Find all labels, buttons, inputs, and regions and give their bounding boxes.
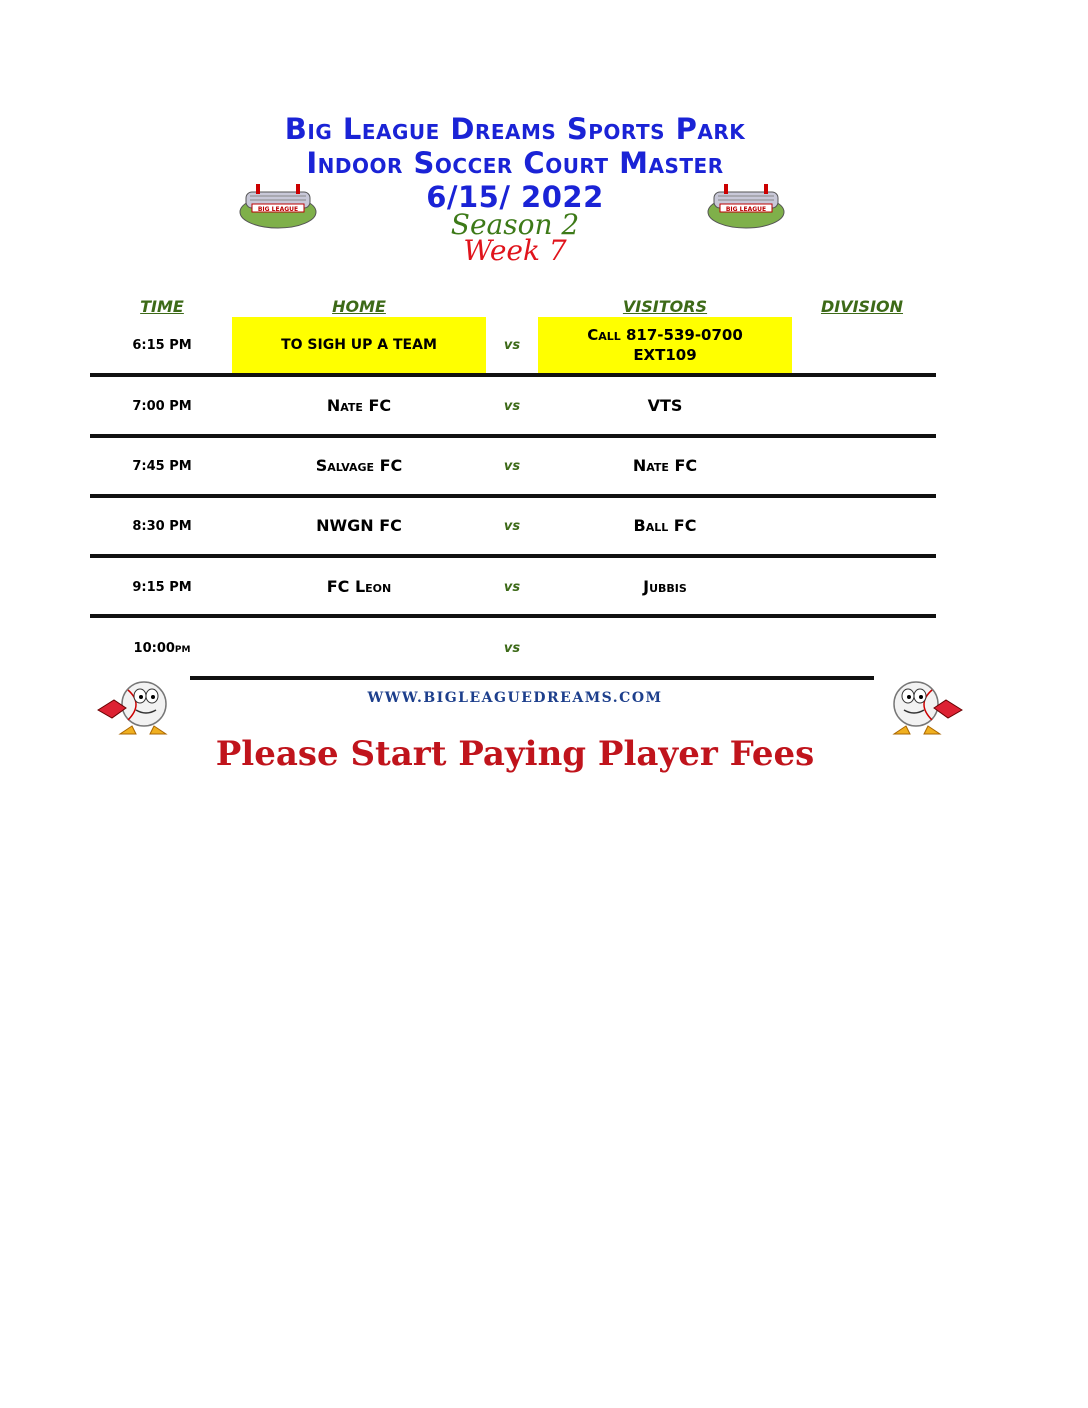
visitor-team (538, 325, 792, 365)
footer-divider (190, 676, 874, 680)
column-header-division: DIVISION (820, 297, 904, 316)
vs-label: vs (503, 641, 521, 656)
home-team: TO SIGH UP A TEAM (281, 337, 437, 353)
season-label: Season 2 (450, 208, 580, 241)
visitor-team: Nate FC (632, 456, 698, 475)
home-team: Salvage FC (315, 456, 403, 475)
visitor-team: Jubbis (643, 577, 687, 596)
page-title: Big League Dreams Sports Park (284, 112, 746, 146)
visitor-team: VTS (647, 396, 683, 415)
phone-number: Call 817-539-0700 (587, 326, 743, 344)
vs-label: vs (503, 399, 521, 414)
game-time: 9:15 PM (132, 580, 192, 595)
svg-text:BIG LEAGUE: BIG LEAGUE (725, 206, 767, 213)
row-divider (90, 373, 936, 377)
row-divider (90, 494, 936, 498)
visitor-team: Ball FC (633, 516, 697, 535)
game-time: 10:00pm (133, 641, 191, 656)
website-link[interactable]: WWW.BIGLEAGUEDREAMS.COM (367, 690, 663, 706)
row-divider (90, 554, 936, 558)
baseball-mascot-icon (92, 676, 188, 738)
game-time: 6:15 PM (132, 338, 192, 353)
vs-label: vs (503, 580, 521, 595)
stadium-logo-left (238, 182, 318, 234)
home-team: NWGN FC (316, 516, 402, 535)
row-divider (90, 614, 936, 618)
week-label: Week 7 (463, 234, 567, 267)
fee-notice: Please Start Paying Player Fees (215, 734, 815, 774)
schedule-date: 6/15/ 2022 (426, 180, 604, 214)
column-header-time: TIME (140, 297, 184, 316)
row-divider (90, 434, 936, 438)
column-header-home: HOME (332, 297, 386, 316)
vs-label: vs (503, 519, 521, 534)
home-team: FC Leon (326, 577, 392, 596)
stadium-logo-right (706, 182, 786, 234)
game-time: 7:45 PM (132, 459, 192, 474)
baseball-mascot-icon (872, 676, 968, 738)
game-time: 7:00 PM (132, 399, 192, 414)
game-time: 8:30 PM (132, 519, 192, 534)
home-team: Nate FC (326, 396, 392, 415)
vs-label: vs (503, 338, 521, 353)
phone-extension: EXT109 (633, 346, 697, 364)
svg-text:BIG LEAGUE: BIG LEAGUE (257, 206, 299, 213)
page-subtitle: Indoor Soccer Court Master (306, 146, 724, 180)
vs-label: vs (503, 459, 521, 474)
column-header-visitors: VISITORS (622, 297, 708, 316)
